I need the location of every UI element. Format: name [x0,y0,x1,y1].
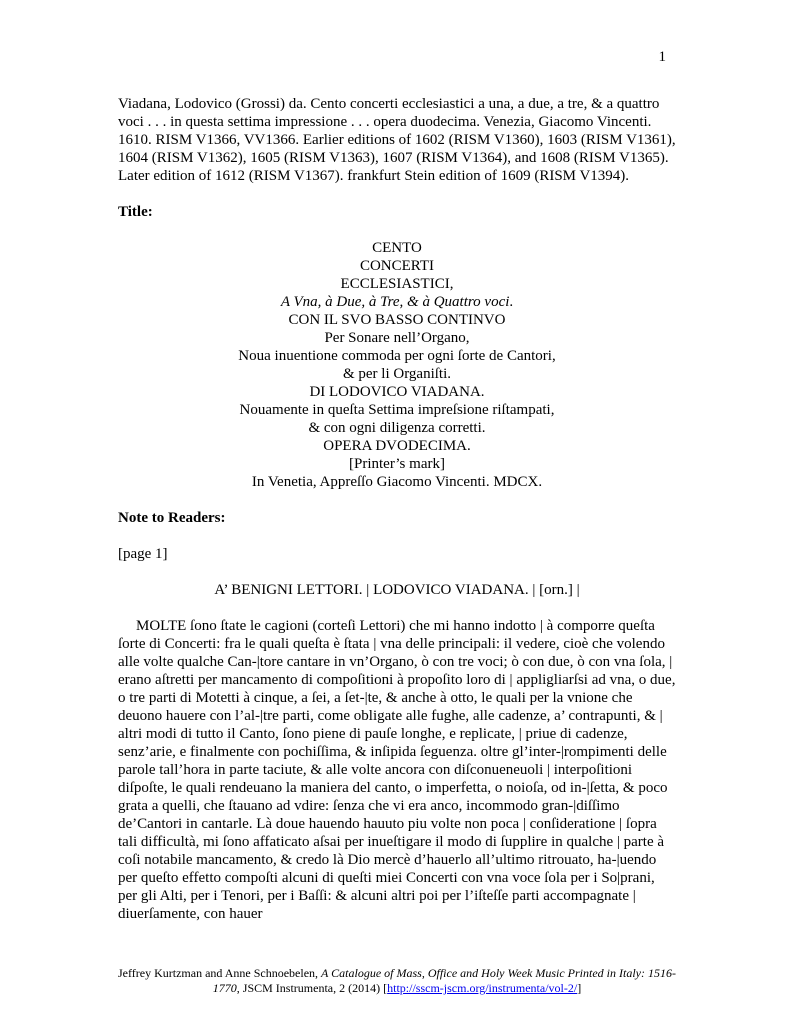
page-number: 1 [658,49,666,65]
title-line: DI LODOVICO VIADANA. [309,384,485,400]
title-line-period: . [509,294,514,310]
title-line: ECCLESIASTICI, [340,276,454,292]
note-heading: Note to Readers: [118,510,226,526]
title-line: OPERA DVODECIMA. [323,438,471,454]
title-heading: Title: [118,204,153,220]
title-line: & per li Organiſti. [342,366,452,382]
title-line: CONCERTI [359,258,435,274]
footer-book-title: A Catalogue of Mass, Office and Holy Week Music Printed in Italy: 1516-1770 [212,966,676,995]
footer-series: , JSCM Instrumenta, 2 (2014) [ [236,981,388,995]
note-body: MOLTE ſono ſtate le cagioni (corteſi Lettori) che mi hanno indotto | à comporre queſta ſorte di Concerti: fra le quali queſta è ſtata | vna delle principali: il vedere, cioè che volendo alle volte qualche Can-|tore cantare in vn’Organo, ò con tre voci; ò con due, ò con vna ſola, | erano aſtretti per mancamento di compoſitioni à propoſito loro di | appligliarſsi ad vna, o due, o tre parti di Motetti à cinque, a ſei, a ſet-|te, & anche à otto, le quali per la vnione che deuono hauere con l’al-|tre parti, come obligate alle fughe, alle cadenze, a’ contrapunti, & | altri modi di tutto il Canto, ſono piene di pauſe longhe, e replicate, | priue di cadenze, senz’arie, e finalmente con pochiſſima, & inſipida ſeguenza. oltre gl’inter-|rompimenti delle parole tall’hora in parte taciute, & alle volte ancora con diſconueneuoli | interpoſitioni diſpoſte, le quali rendeuano la maniera del canto, o imperfetta, o noioſa, od in-|ſetta, & poco grata a quelli, che ſtauano ad vdire: ſenza che vi era anco, incommodo gran-|diſſimo de’Cantori in cantarle. Là doue hauendo hauuto piu volte non poca | conſideratione | ſopra tali difficultà, mi ſono affaticato aſsai per inueſtigare il modo di ſupplire in qualche | parte à coſi notabile mancamento, & credo là Dio mercè d’hauerlo all’ultimo ritrouato, ha-|uendo per queſto effetto compoſti alcuni di queſti miei Concerti con vna voce ſola per i So|prani, per gli Alti, per i Tenori, per i Baſſi: & alcuni altri poi per l’iſteſſe parti accompagnate | diuerſamente, con hauer [118,618,676,922]
title-line: & con ogni diligenza corretti. [308,420,486,436]
note-title: A’ BENIGNI LETTORI. | LODOVICO VIADANA. | [orn.] | [214,582,580,598]
footer-citation [118,966,676,996]
page-reference: [page 1] [118,546,168,562]
document-body [118,95,676,923]
title-line: CENTO [372,240,422,256]
title-line: In Venetia, Appreſſo Giacomo Vincenti. MDCX. [251,474,543,490]
title-line-italic: A Vna, à Due, à Tre, & à Quattro voci [280,294,510,310]
title-line: Nouamente in queſta Settima impreſsione riſtampati, [239,402,555,418]
title-line: Per Sonare nell’Organo, [324,330,470,346]
footer-authors: Jeffrey Kurtzman and Anne Schnoebelen, [118,966,322,980]
citation-paragraph: Viadana, Lodovico (Grossi) da. Cento concerti ecclesiastici a una, a due, a tre, & a quattro voci . . . in questa settima impressione . . . opera duodecima. Venezia, Giacomo Vincenti. 1610. RISM V1366, VV1366. Earlier editions of 1602 (RISM V1360), 1603 (RISM V1361), 1604 (RISM V1362), 1605 (RISM V1363), 1607 (RISM V1364), and 1608 (RISM V1365). Later edition of 1612 (RISM V1367). frankfurt Stein edition of 1609 (RISM V1394). [118,96,676,184]
footer-close-bracket: ] [577,981,582,995]
title-line-italic-wrapper [118,293,676,311]
title-transcription [118,239,676,491]
title-line: CON IL SVO BASSO CONTINVO [288,312,506,328]
title-line: Noua inuentione commoda per ogni ſorte de Cantori, [238,348,556,364]
footer-link[interactable]: http://sscm-jscm.org/instrumenta/vol-2/ [387,981,578,995]
title-line: [Printer’s mark] [349,456,445,472]
